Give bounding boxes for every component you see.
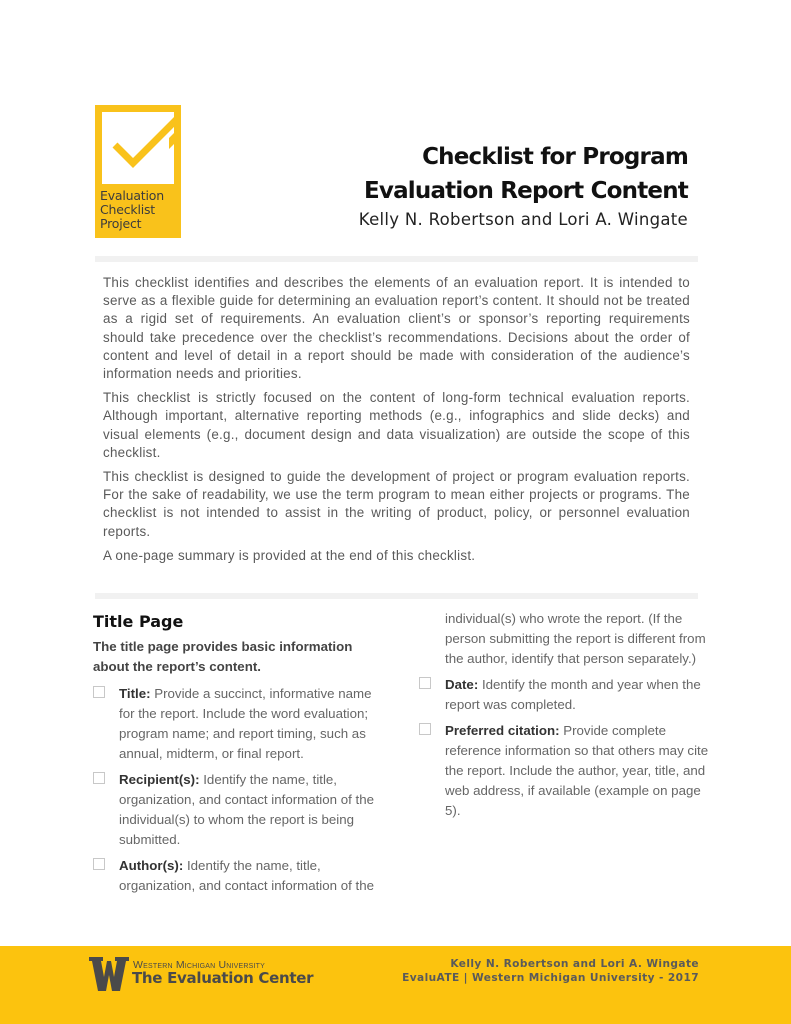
item-label: Recipient(s): xyxy=(119,772,200,787)
item-text: Identify the name, title, organization, and contact information of the individual(s) to whom the report is being submitted. xyxy=(119,772,375,847)
footer-authors: Kelly N. Robertson and Lori A. Wingate xyxy=(450,958,699,970)
title-line-1: Checklist for Program xyxy=(422,144,688,170)
intro-paragraph: This checklist identifies and describes the elements of an evaluation report. It is intended to serve as a flexible guide for determining an evaluation report’s content. It should not be treated as a rigid set of requirements. An evaluation client’s or sponsor’s reporting requirements should take precedence over the checklist’s recommendations. Decisions about the order of content and level of detail in a report should be made with consideration of the audience’s information needs and priorities. xyxy=(103,275,690,382)
footer xyxy=(0,946,791,1024)
checkbox[interactable] xyxy=(93,686,105,698)
divider xyxy=(95,256,698,262)
logo-line: Checklist xyxy=(100,202,156,217)
logo-line: Project xyxy=(100,216,142,231)
item-text: Identify the name, title, organization, and contact information of the xyxy=(119,858,375,893)
title-line-2: Evaluation Report Content xyxy=(363,178,688,204)
wmu-w-logo-icon xyxy=(89,957,129,991)
checklist-item-date xyxy=(419,675,709,715)
checkmark-icon xyxy=(95,105,181,189)
item-label: Author(s): xyxy=(119,858,184,873)
checklist-item-authors xyxy=(93,856,383,896)
item-continuation: individual(s) who wrote the report. (If the person submitting the report is different from the author, identify that person separately.) xyxy=(445,611,706,666)
item-text: Provide complete reference information so that others may cite the report. Include the author, year, title, and web address, if available (example on page 5). xyxy=(445,723,709,818)
intro-paragraph: A one-page summary is provided at the end of this checklist. xyxy=(103,547,476,563)
divider xyxy=(95,593,698,599)
university-name: Western Michigan University xyxy=(133,959,265,971)
checklist-column-right xyxy=(419,609,709,827)
checkbox[interactable] xyxy=(93,858,105,870)
section-title: Title Page xyxy=(93,612,184,631)
checkbox[interactable] xyxy=(419,677,431,689)
checkbox[interactable] xyxy=(419,723,431,735)
evaluation-checklist-project-logo xyxy=(95,105,181,238)
intro-text xyxy=(103,274,690,571)
logo-line: Evaluation xyxy=(100,188,164,203)
footer-publisher: EvaluATE | Western Michigan University - 2017 xyxy=(402,972,699,984)
section-description: The title page provides basic information about the report’s content. xyxy=(93,639,353,674)
intro-paragraph: This checklist is strictly focused on the content of long-form technical evaluation reports. Although important, alternative reporting methods (e.g., infographics and slide decks) and visual elements (e.g., document design and data visualization) are outside the scope of this checklist. xyxy=(103,390,690,460)
evaluation-center-name: The Evaluation Center xyxy=(132,969,314,987)
checklist-item-preferred-citation xyxy=(419,721,709,821)
logo-text xyxy=(100,189,164,231)
footer-credits xyxy=(402,957,699,985)
item-text: Provide a succinct, informative name for the report. Include the word evaluation; program name; and report timing, such as annual, midterm, or final report. xyxy=(119,686,372,761)
intro-paragraph: This checklist is designed to guide the development of project or program evaluation reports. For the sake of readability, we use the term program to mean either projects or programs. The checklist is not intended to assist in the writing of product, policy, or personnel evaluation reports. xyxy=(103,469,690,539)
item-label: Preferred citation: xyxy=(445,723,560,738)
checklist-item-recipients xyxy=(93,770,383,850)
checkbox[interactable] xyxy=(93,772,105,784)
item-label: Date: xyxy=(445,677,479,692)
checklist-column-left xyxy=(93,684,383,902)
authors: Kelly N. Robertson and Lori A. Wingate xyxy=(358,210,688,229)
item-label: Title: xyxy=(119,686,151,701)
checklist-item-title xyxy=(93,684,383,764)
document-title xyxy=(364,140,688,208)
item-text: Identify the month and year when the report was completed. xyxy=(445,677,701,712)
